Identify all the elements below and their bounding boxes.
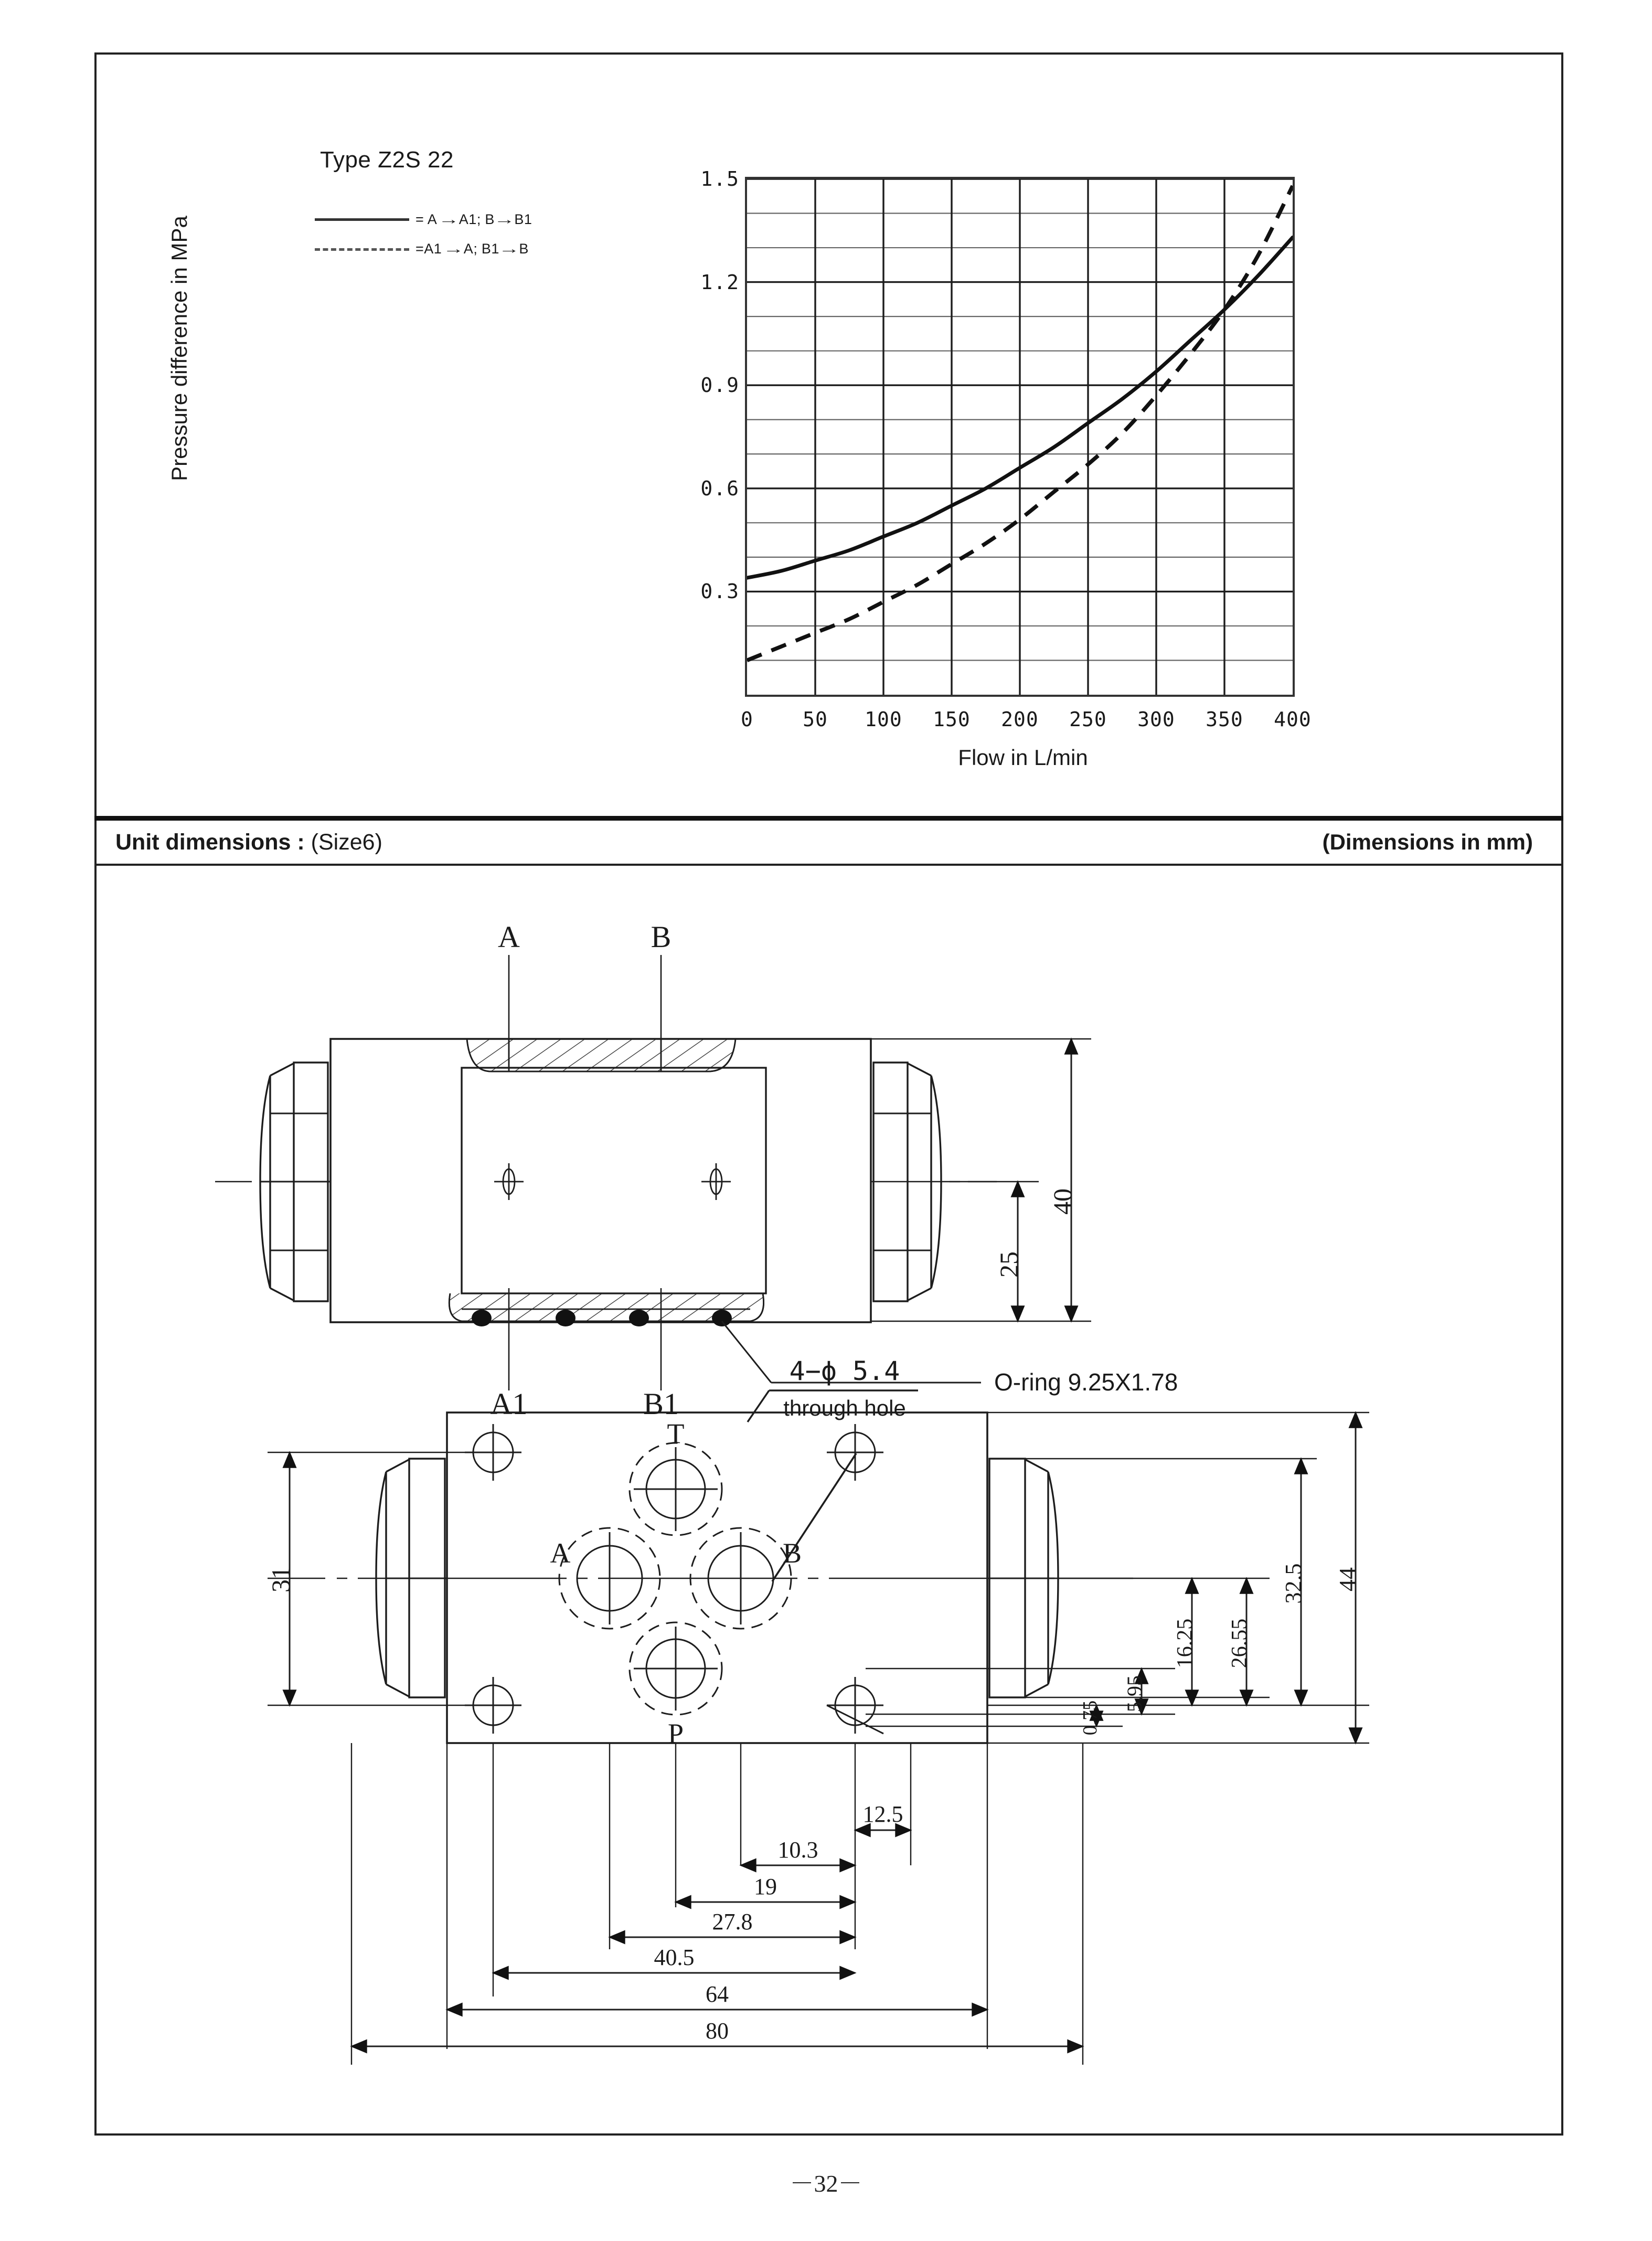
dim-12-5: 12.5 <box>862 1801 903 1827</box>
chart-x-tick: 300 <box>1137 708 1175 731</box>
chart-x-tick: 0 <box>741 708 753 731</box>
chart-y-tick: 0.9 <box>700 374 740 397</box>
legend-label-solid: = A→A1; B→B1 <box>415 211 532 227</box>
chart-x-tick: 100 <box>865 708 902 731</box>
top-view-port-A1: A1 <box>490 1387 528 1421</box>
dim-40-5: 40.5 <box>654 1945 695 1970</box>
chart-title: Type Z2S 22 <box>320 147 454 173</box>
chart-x-axis-label: Flow in L/min <box>958 745 1088 770</box>
chart-x-tick: 50 <box>803 708 828 731</box>
dim-32-5: 32.5 <box>1281 1563 1306 1604</box>
top-view-drawing <box>215 955 1091 1390</box>
oring-note: O-ring 9.25X1.78 <box>994 1368 1178 1396</box>
bottom-view-port-B: B <box>782 1537 802 1569</box>
dim-19: 19 <box>754 1874 777 1899</box>
chart-y-axis-label: Pressure difference in MPa <box>167 216 191 481</box>
unit-dimensions-title <box>115 830 382 855</box>
chart-legend <box>315 205 532 263</box>
dim-40: 40 <box>1048 1188 1077 1215</box>
drawings-canvas <box>94 866 1563 2136</box>
dim-16-25: 16.25 <box>1173 1618 1197 1669</box>
arrow-right-icon: → <box>498 240 520 257</box>
chart-x-tick: 400 <box>1274 708 1312 731</box>
technical-drawings <box>94 866 1563 2136</box>
chart-gridlines-major <box>747 179 1293 695</box>
top-view-port-B: B <box>651 920 672 954</box>
through-hole-callout-dia: 4−ϕ 5.4 <box>789 1356 900 1386</box>
arrow-right-icon: → <box>438 211 460 227</box>
unit-dimensions-band <box>94 816 1563 866</box>
chart-x-tick: 150 <box>933 708 971 731</box>
unit-dimensions-label: Unit dimensions : <box>115 829 305 855</box>
chart-y-tick: 1.5 <box>700 167 740 190</box>
bottom-view-port-T: T <box>667 1418 685 1449</box>
legend-item-solid <box>315 205 532 234</box>
chart-plot-wrapper <box>700 167 1312 731</box>
bottom-view-port-A: A <box>550 1537 571 1569</box>
dim-26-55: 26.55 <box>1228 1618 1252 1669</box>
chart-x-tick: 200 <box>1001 708 1039 731</box>
dim-80: 80 <box>706 2018 729 2044</box>
chart-x-tick: 350 <box>1206 708 1243 731</box>
bottom-view-drawing <box>268 1390 1369 2065</box>
dim-31: 31 <box>266 1566 295 1592</box>
arrow-right-icon: → <box>443 240 465 257</box>
performance-chart-section <box>94 52 1563 816</box>
legend-key-solid-icon <box>315 214 409 225</box>
dimensions-unit-note: (Dimensions in mm) <box>1322 830 1533 854</box>
dim-25: 25 <box>994 1251 1024 1278</box>
chart-plot-area <box>745 177 1295 697</box>
bottom-view-port-P: P <box>667 1718 684 1749</box>
dim-10-3: 10.3 <box>777 1837 818 1863</box>
legend-key-dashed-icon <box>315 243 409 254</box>
dim-64: 64 <box>706 1981 729 2007</box>
dim-0-75: 0.75 <box>1079 1700 1101 1736</box>
chart-y-tick: 1.2 <box>700 270 740 294</box>
page-number: －32－ <box>790 2170 862 2197</box>
arrow-right-icon: → <box>493 211 516 227</box>
chart-canvas <box>747 179 1293 695</box>
dim-5-95: 5.95 <box>1123 1675 1146 1712</box>
dim-44: 44 <box>1334 1567 1361 1591</box>
top-view-port-A: A <box>498 920 520 954</box>
legend-item-dashed <box>315 234 532 263</box>
legend-label-dashed: =A1→A; B1→B <box>415 240 529 257</box>
dim-27-8: 27.8 <box>712 1909 753 1935</box>
chart-y-tick: 0.3 <box>700 580 740 603</box>
through-hole-callout-text: through hole <box>783 1396 906 1420</box>
unit-dimensions-size: (Size6) <box>304 829 382 855</box>
chart-x-tick: 250 <box>1069 708 1107 731</box>
chart-y-tick: 0.6 <box>700 476 740 500</box>
top-view-port-B1: B1 <box>643 1387 679 1421</box>
